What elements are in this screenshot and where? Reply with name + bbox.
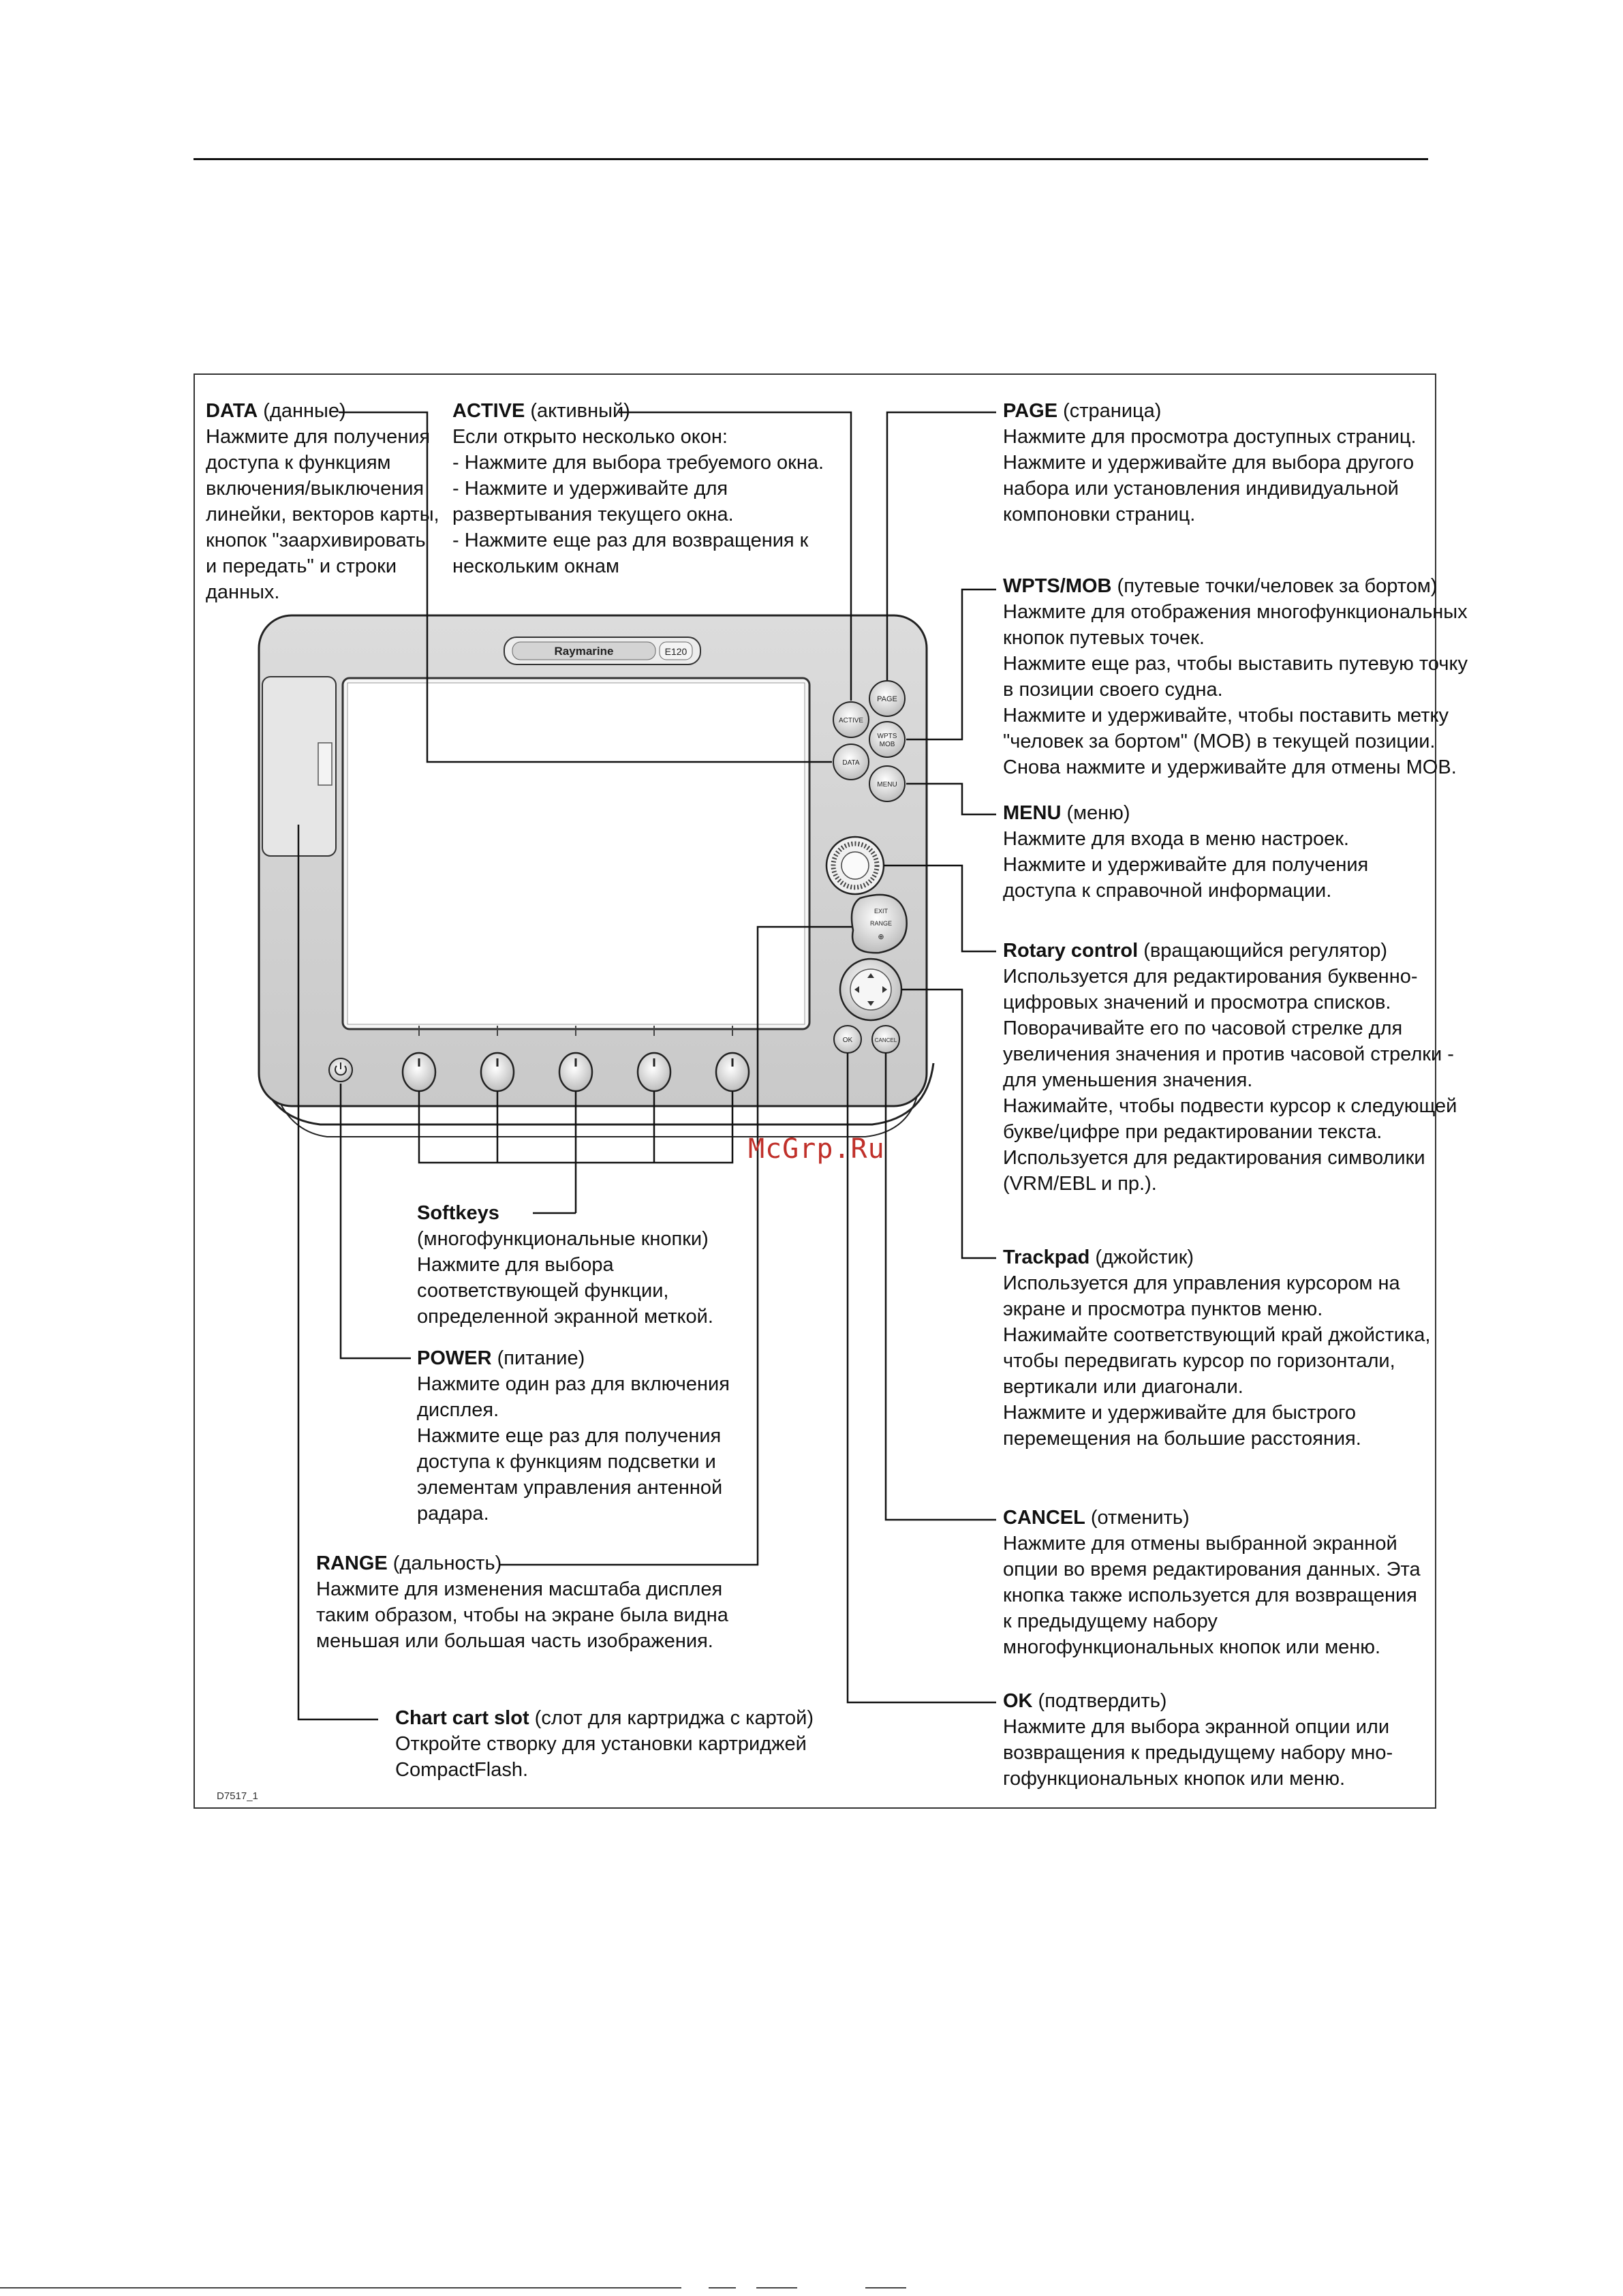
callout-line: дисплея. [417, 1399, 499, 1421]
callout-title: OK [1003, 1690, 1033, 1712]
callout-title: Softkeys [417, 1202, 499, 1224]
callout-active [452, 398, 824, 579]
callout-line: Откройте створку для установки картриджей [395, 1733, 807, 1755]
callout-line: радара. [417, 1503, 489, 1525]
callout-subtitle: (слот для картриджа с картой) [529, 1707, 814, 1729]
svg-text:CANCEL: CANCEL [874, 1037, 897, 1043]
callout-line: Нажимайте, чтобы подвести курсор к следующей [1003, 1095, 1457, 1117]
svg-text:PAGE: PAGE [877, 695, 897, 703]
callout-subtitle: (подтвердить) [1032, 1690, 1167, 1712]
callout-line: доступа к справочной информации. [1003, 880, 1332, 902]
data-button [833, 744, 869, 780]
callout-line: экране и просмотра пунктов меню. [1003, 1298, 1323, 1320]
callout-line: Снова нажмите и удерживайте для отмены МОВ. [1003, 756, 1457, 778]
watermark: McGrp.Ru [748, 1133, 885, 1165]
callout-line: Используется для редактирования символики [1003, 1147, 1425, 1169]
callout-title: Chart cart slot [395, 1707, 529, 1729]
callout-title: Trackpad [1003, 1246, 1090, 1268]
callout-line: (многофункциональные кнопки) [417, 1228, 709, 1250]
callout-line: Нажмите для отмены выбранной экранной [1003, 1533, 1397, 1555]
callout-line: Нажмите и удерживайте, чтобы поставить метку [1003, 705, 1449, 726]
callout-subtitle: (путевые точки/человек за бортом) [1111, 575, 1438, 597]
callout-line: кнопок путевых точек. [1003, 627, 1205, 649]
callout-line: увеличения значения и против часовой стрелки - [1003, 1043, 1454, 1065]
cancel-button [872, 1026, 899, 1053]
callout-line: определенной экранной меткой. [417, 1306, 713, 1328]
callout-title: ACTIVE [452, 400, 525, 422]
footer-strip [0, 2287, 1623, 2296]
trackpad [840, 959, 901, 1020]
callout-line: соответствующей функции, [417, 1280, 669, 1302]
callout-subtitle: (активный) [525, 400, 630, 422]
callout-line: меньшая или большая часть изображения. [316, 1630, 713, 1652]
rotary-control [826, 837, 884, 894]
callout-line: Нажмите для отображения многофункциональных [1003, 601, 1468, 623]
callout-line: набора или установления индивидуальной [1003, 478, 1399, 500]
callout-line: к предыдущему набору [1003, 1610, 1218, 1632]
callout-line: чтобы передвигать курсор по горизонтали, [1003, 1350, 1395, 1372]
svg-text:ACTIVE: ACTIVE [838, 717, 864, 724]
svg-text:⊕: ⊕ [878, 932, 884, 941]
callout-line: Нажмите для выбора экранной опции или [1003, 1716, 1390, 1738]
callout-line: гофункциональных кнопок или меню. [1003, 1768, 1346, 1790]
callout-subtitle: (страница) [1057, 400, 1162, 422]
callout-rotary-control [1003, 938, 1457, 1197]
callout-subtitle: (вращающийся регулятор) [1138, 940, 1388, 962]
callout-line: - Нажмите еще раз для возвращения к [452, 530, 809, 551]
callout-line: "человек за бортом" (МОВ) в текущей позиции. [1003, 731, 1436, 752]
callout-line: Если открыто несколько окон: [452, 426, 728, 448]
callout-line: Нажмите для входа в меню настроек. [1003, 828, 1349, 850]
svg-text:MENU: MENU [877, 781, 897, 789]
callout-line: кнопок "заархивировать [206, 530, 426, 551]
callout-line: доступа к функциям [206, 452, 391, 474]
model-label: E120 [664, 646, 687, 657]
callout-line: Нажмите еще раз для получения [417, 1425, 722, 1447]
wpts-mob-button [869, 722, 905, 757]
callout-line: цифровых значений и просмотра списков. [1003, 992, 1391, 1013]
callout-subtitle: (меню) [1061, 802, 1130, 824]
callout-line: - Нажмите для выбора требуемого окна. [452, 452, 824, 474]
callout-data [206, 398, 439, 605]
callout-subtitle: (дальность) [387, 1552, 502, 1574]
callout-line: Нажимайте соответствующий край джойстика, [1003, 1324, 1431, 1346]
callout-range [316, 1550, 728, 1654]
callout-cancel [1003, 1505, 1421, 1660]
callout-line: кнопка также используется для возвращения [1003, 1585, 1417, 1606]
callout-line: Нажмите для получения [206, 426, 431, 448]
svg-text:EXIT: EXIT [874, 908, 888, 915]
callout-line: линейки, векторов карты, [206, 504, 439, 525]
brand-logo: Raymarine [554, 645, 614, 658]
callout-line: Нажмите для просмотра доступных страниц. [1003, 426, 1417, 448]
callout-line: включения/выключения [206, 478, 424, 500]
callout-chart-cart-slot [395, 1705, 814, 1783]
callout-menu [1003, 800, 1368, 904]
menu-button [869, 766, 905, 801]
callout-line: Нажмите для изменения масштаба дисплея [316, 1578, 723, 1600]
callout-line: букве/цифре при редактировании текста. [1003, 1121, 1382, 1143]
callout-title: WPTS/MOB [1003, 575, 1112, 597]
callout-line: вертикали или диагонали. [1003, 1376, 1243, 1398]
callout-line: CompactFlash. [395, 1759, 529, 1781]
callout-title: PAGE [1003, 400, 1058, 422]
svg-text:WPTS: WPTS [877, 733, 897, 740]
exit-range-rocker [852, 895, 907, 953]
ok-button [834, 1026, 861, 1053]
callout-title: DATA [206, 400, 258, 422]
callout-line: - Нажмите и удерживайте для [452, 478, 728, 500]
callout-line: опции во время редактирования данных. Эта [1003, 1559, 1421, 1580]
svg-text:MOB: MOB [879, 741, 895, 748]
callout-line: доступа к функциям подсветки и [417, 1451, 716, 1473]
callout-title: CANCEL [1003, 1507, 1085, 1529]
callout-line: данных. [206, 581, 280, 603]
callout-subtitle: (данные) [258, 400, 346, 422]
softkey-5 [716, 1053, 749, 1091]
callout-line: Поворачивайте его по часовой стрелке для [1003, 1017, 1403, 1039]
callout-ok [1003, 1688, 1393, 1792]
callout-subtitle: (отменить) [1085, 1507, 1190, 1529]
callout-line: нескольким окнам [452, 555, 619, 577]
callout-line: компоновки страниц. [1003, 504, 1196, 525]
callout-page [1003, 398, 1417, 527]
figure-code: D7517_1 [217, 1790, 258, 1802]
callout-line: Нажмите и удерживайте для быстрого [1003, 1402, 1357, 1424]
callout-line: возвращения к предыдущему набору мно- [1003, 1742, 1393, 1764]
callout-title: POWER [417, 1347, 492, 1369]
callout-line: (VRM/EBL и пр.). [1003, 1173, 1157, 1195]
callout-softkeys [417, 1200, 713, 1330]
callout-line: Используется для редактирования буквенно- [1003, 966, 1418, 988]
callout-line: таким образом, чтобы на экране была видна [316, 1604, 728, 1626]
callout-subtitle: (джойстик) [1089, 1246, 1194, 1268]
softkey-1 [403, 1053, 435, 1091]
power-button [329, 1058, 352, 1082]
callout-line: развертывания текущего окна. [452, 504, 734, 525]
page-button [869, 681, 905, 716]
svg-text:OK: OK [842, 1037, 853, 1044]
callout-line: элементам управления антенной [417, 1477, 723, 1499]
active-button [833, 702, 869, 737]
callout-title: Rotary control [1003, 940, 1139, 962]
callout-line: перемещения на большие расстояния. [1003, 1428, 1361, 1450]
callout-line: многофункциональных кнопок или меню. [1003, 1636, 1381, 1658]
svg-text:DATA: DATA [842, 759, 860, 767]
callout-title: MENU [1003, 802, 1062, 824]
callout-title: RANGE [316, 1552, 388, 1574]
callout-line: Нажмите один раз для включения [417, 1373, 730, 1395]
callout-line: Нажмите для выбора [417, 1254, 614, 1276]
callout-power [417, 1345, 730, 1527]
softkey-3 [559, 1053, 592, 1091]
callout-line: Нажмите и удерживайте для выбора другого [1003, 452, 1415, 474]
callout-line: Нажмите и удерживайте для получения [1003, 854, 1369, 876]
callout-trackpad [1003, 1244, 1430, 1452]
softkey-2 [481, 1053, 514, 1091]
callout-line: для уменьшения значения. [1003, 1069, 1253, 1091]
svg-text:RANGE: RANGE [869, 920, 893, 927]
callout-line: Используется для управления курсором на [1003, 1272, 1400, 1294]
callout-subtitle: (питание) [491, 1347, 585, 1369]
callout-wpts-mob [1003, 573, 1468, 780]
softkey-4 [638, 1053, 670, 1091]
callout-line: и передать" и строки [206, 555, 397, 577]
callout-line: Нажмите еще раз, чтобы выставить путевую точку [1003, 653, 1468, 675]
callout-line: в позиции своего судна. [1003, 679, 1223, 701]
